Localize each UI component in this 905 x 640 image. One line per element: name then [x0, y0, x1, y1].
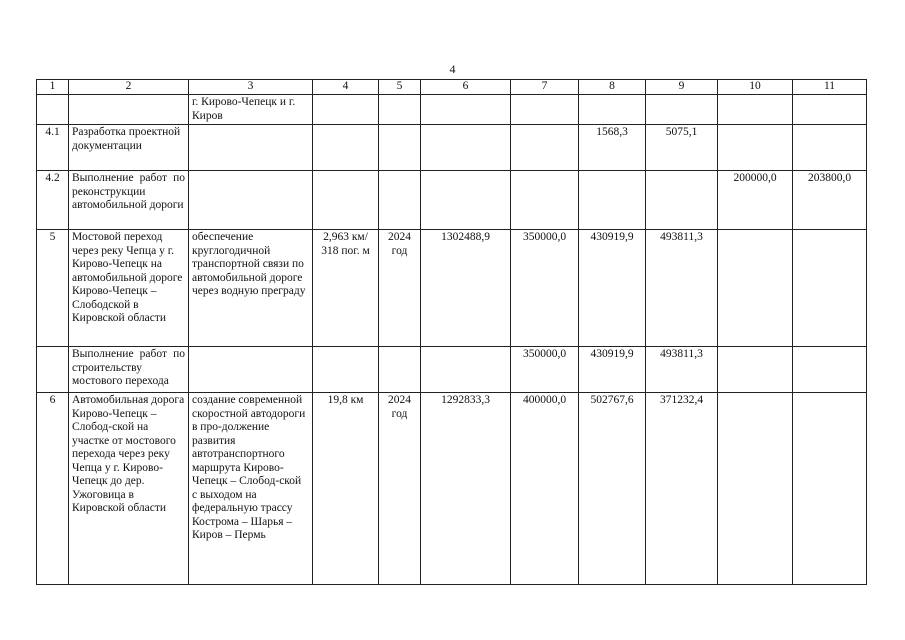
cell-col9: 5075,1	[646, 125, 718, 171]
cell-col9: 493811,3	[646, 347, 718, 393]
cell-col11	[793, 95, 867, 125]
column-number-row	[37, 80, 867, 95]
column-header: 7	[511, 80, 579, 95]
cell-name: Автомобильная дорога Кирово-Чепецк – Слобод-ской на участке от мостового перехода через реку Чепца у г. Кирово-Чепецк до дер. Ужоговица в Кировской области	[69, 393, 189, 585]
cell-name: Выполнение работ по реконструкции автомобильной дороги	[69, 171, 189, 230]
cell-capacity	[313, 171, 379, 230]
cell-col8: 430919,9	[579, 230, 646, 347]
cell-cost	[421, 171, 511, 230]
cell-col8: 1568,3	[579, 125, 646, 171]
cell-col7: 350000,0	[511, 230, 579, 347]
table-row	[37, 171, 867, 230]
column-header: 6	[421, 80, 511, 95]
cell-col9	[646, 95, 718, 125]
cell-year: 2024 год	[379, 230, 421, 347]
column-header: 10	[718, 80, 793, 95]
cell-col10	[718, 125, 793, 171]
cell-year	[379, 171, 421, 230]
cell-number: 4.1	[37, 125, 69, 171]
table-row	[37, 230, 867, 347]
cell-year	[379, 125, 421, 171]
table-row	[37, 393, 867, 585]
cell-col10: 200000,0	[718, 171, 793, 230]
page-number: 4	[449, 62, 456, 76]
cell-col7	[511, 171, 579, 230]
column-header: 2	[69, 80, 189, 95]
column-header: 8	[579, 80, 646, 95]
cell-capacity: 2,963 км/ 318 пог. м	[313, 230, 379, 347]
cell-col10	[718, 393, 793, 585]
cell-col7: 350000,0	[511, 347, 579, 393]
cell-number	[37, 347, 69, 393]
cell-col11	[793, 347, 867, 393]
cell-purpose: г. Кирово-Чепецк и г. Киров	[189, 95, 313, 125]
cell-col9: 493811,3	[646, 230, 718, 347]
cell-capacity: 19,8 км	[313, 393, 379, 585]
cell-col7	[511, 125, 579, 171]
cell-cost: 1302488,9	[421, 230, 511, 347]
cell-col11	[793, 125, 867, 171]
column-header: 11	[793, 80, 867, 95]
cell-col8: 430919,9	[579, 347, 646, 393]
cell-cost	[421, 95, 511, 125]
cell-col10	[718, 230, 793, 347]
column-header: 5	[379, 80, 421, 95]
cell-col7	[511, 95, 579, 125]
cell-purpose: создание современной скоростной автодороги в про-должение развития автотранспортного маршрута Кирово-Чепецк – Слобод-ской с выходом на федеральную трассу Кострома – Шарья – Киров – Пермь	[189, 393, 313, 585]
table-row	[37, 125, 867, 171]
column-header: 9	[646, 80, 718, 95]
cell-col9: 371232,4	[646, 393, 718, 585]
cell-cost	[421, 125, 511, 171]
cell-cost	[421, 347, 511, 393]
column-header: 1	[37, 80, 69, 95]
cell-name: Выполнение работ по строительству мостового перехода	[69, 347, 189, 393]
table-row	[37, 95, 867, 125]
cell-capacity	[313, 347, 379, 393]
cell-col8	[579, 95, 646, 125]
cell-capacity	[313, 125, 379, 171]
cell-year	[379, 95, 421, 125]
cell-purpose: обеспечение круглогодичной транспортной связи по автомобильной дороге через водную преграду	[189, 230, 313, 347]
cell-name: Разработка проектной документации	[69, 125, 189, 171]
cell-number: 4.2	[37, 171, 69, 230]
cell-col11: 203800,0	[793, 171, 867, 230]
cell-capacity	[313, 95, 379, 125]
cell-col8: 502767,6	[579, 393, 646, 585]
cell-cost: 1292833,3	[421, 393, 511, 585]
cell-year	[379, 347, 421, 393]
table-row	[37, 347, 867, 393]
cell-purpose	[189, 171, 313, 230]
investment-projects-table	[36, 79, 867, 585]
cell-purpose	[189, 347, 313, 393]
cell-col10	[718, 95, 793, 125]
cell-col10	[718, 347, 793, 393]
cell-purpose	[189, 125, 313, 171]
cell-col8	[579, 171, 646, 230]
column-header: 4	[313, 80, 379, 95]
cell-number	[37, 95, 69, 125]
cell-name: Мостовой переход через реку Чепца у г. Кирово-Чепецк на автомобильной дороге Кирово-Чепецк – Слободской в Кировской области	[69, 230, 189, 347]
cell-name	[69, 95, 189, 125]
cell-number: 5	[37, 230, 69, 347]
cell-year: 2024 год	[379, 393, 421, 585]
cell-col7: 400000,0	[511, 393, 579, 585]
cell-number: 6	[37, 393, 69, 585]
column-header: 3	[189, 80, 313, 95]
cell-col11	[793, 393, 867, 585]
cell-col11	[793, 230, 867, 347]
cell-col9	[646, 171, 718, 230]
